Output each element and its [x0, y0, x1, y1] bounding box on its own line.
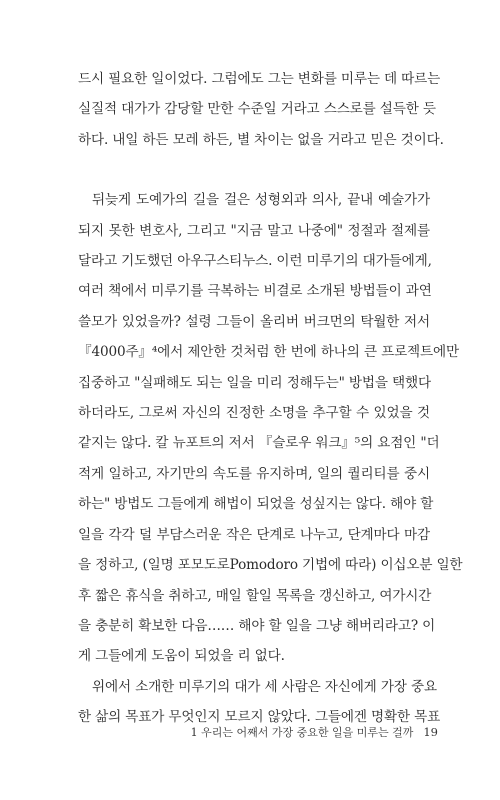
- text-line: 『4000주』⁴에서 제안한 것처럼 한 번에 하나의 큰 프로젝트에만: [78, 344, 459, 361]
- text-line: 을 정하고, (일명 포모도로Pomodoro 기법에 따라) 이십오분 일한: [78, 557, 463, 574]
- paragraph-gap: [78, 155, 430, 185]
- text-line: 집중하고 "실패해도 되는 일을 미리 정해두는" 방법을 택했다: [78, 374, 431, 391]
- text-line: 후 짧은 휴식을 취하고, 매일 할일 목록을 갱신하고, 여가시간: [78, 587, 432, 604]
- text-line: 하더라도, 그로써 자신의 진정한 소명을 추구할 수 있었을 것: [78, 405, 430, 422]
- page-number: 19: [423, 725, 438, 739]
- text-line: 실질적 대가가 감당할 만한 수준일 거라고 스스로를 설득한 듯: [78, 101, 436, 118]
- text-line: 쓸모가 있었을까? 설령 그들이 올리버 버크먼의 탁월한 저서: [78, 313, 430, 330]
- text-line: 하다. 내일 하든 모레 하든, 별 차이는 없을 거라고 믿은 것이다.: [78, 131, 444, 148]
- page-footer: [0, 724, 438, 740]
- text-line: 달라고 기도했던 아우구스티누스. 이런 미루기의 대가들에게,: [78, 253, 432, 270]
- paragraph-1: [78, 64, 444, 155]
- text-line: 되지 못한 변호사, 그리고 "지금 말고 나중에" 정절과 절제를: [78, 222, 430, 239]
- text-line: 여러 책에서 미루기를 극복하는 비결로 소개된 방법들이 과연: [78, 283, 432, 300]
- text-line: 위에서 소개한 미루기의 대가 세 사람은 자신에게 가장 중요: [92, 678, 437, 695]
- running-head: 1 우리는 어째서 가장 중요한 일을 미루는 걸까: [190, 726, 414, 739]
- text-line: 한 삶의 목표가 무엇인지 모르지 않았다. 그들에겐 명확한 목표: [78, 709, 441, 726]
- paragraph-2: [78, 185, 463, 672]
- text-line: 을 충분히 확보한 다음…… 해야 할 일을 그냥 해버리라고? 이: [78, 617, 436, 634]
- text-line: 뒤늦게 도예가의 길을 걸은 성형외과 의사, 끝내 예술가가: [92, 192, 430, 209]
- text-line: 드시 필요한 일이었다. 그럼에도 그는 변화를 미루는 데 따르는: [78, 71, 441, 87]
- text-line: 일을 각각 덜 부담스러운 작은 단계로 나누고, 단계마다 마감: [78, 526, 430, 543]
- text-line: 게 그들에게 도움이 되었을 리 없다.: [78, 648, 285, 665]
- text-line: 같지는 않다. 칼 뉴포트의 저서 『슬로우 워크』⁵의 요점인 "더: [78, 435, 440, 452]
- text-line: 하는" 방법도 그들에게 해법이 되었을 성싶지는 않다. 해야 할: [78, 496, 434, 513]
- text-line: 적게 일하고, 자기만의 속도를 유지하며, 일의 퀄리티를 중시: [78, 465, 430, 482]
